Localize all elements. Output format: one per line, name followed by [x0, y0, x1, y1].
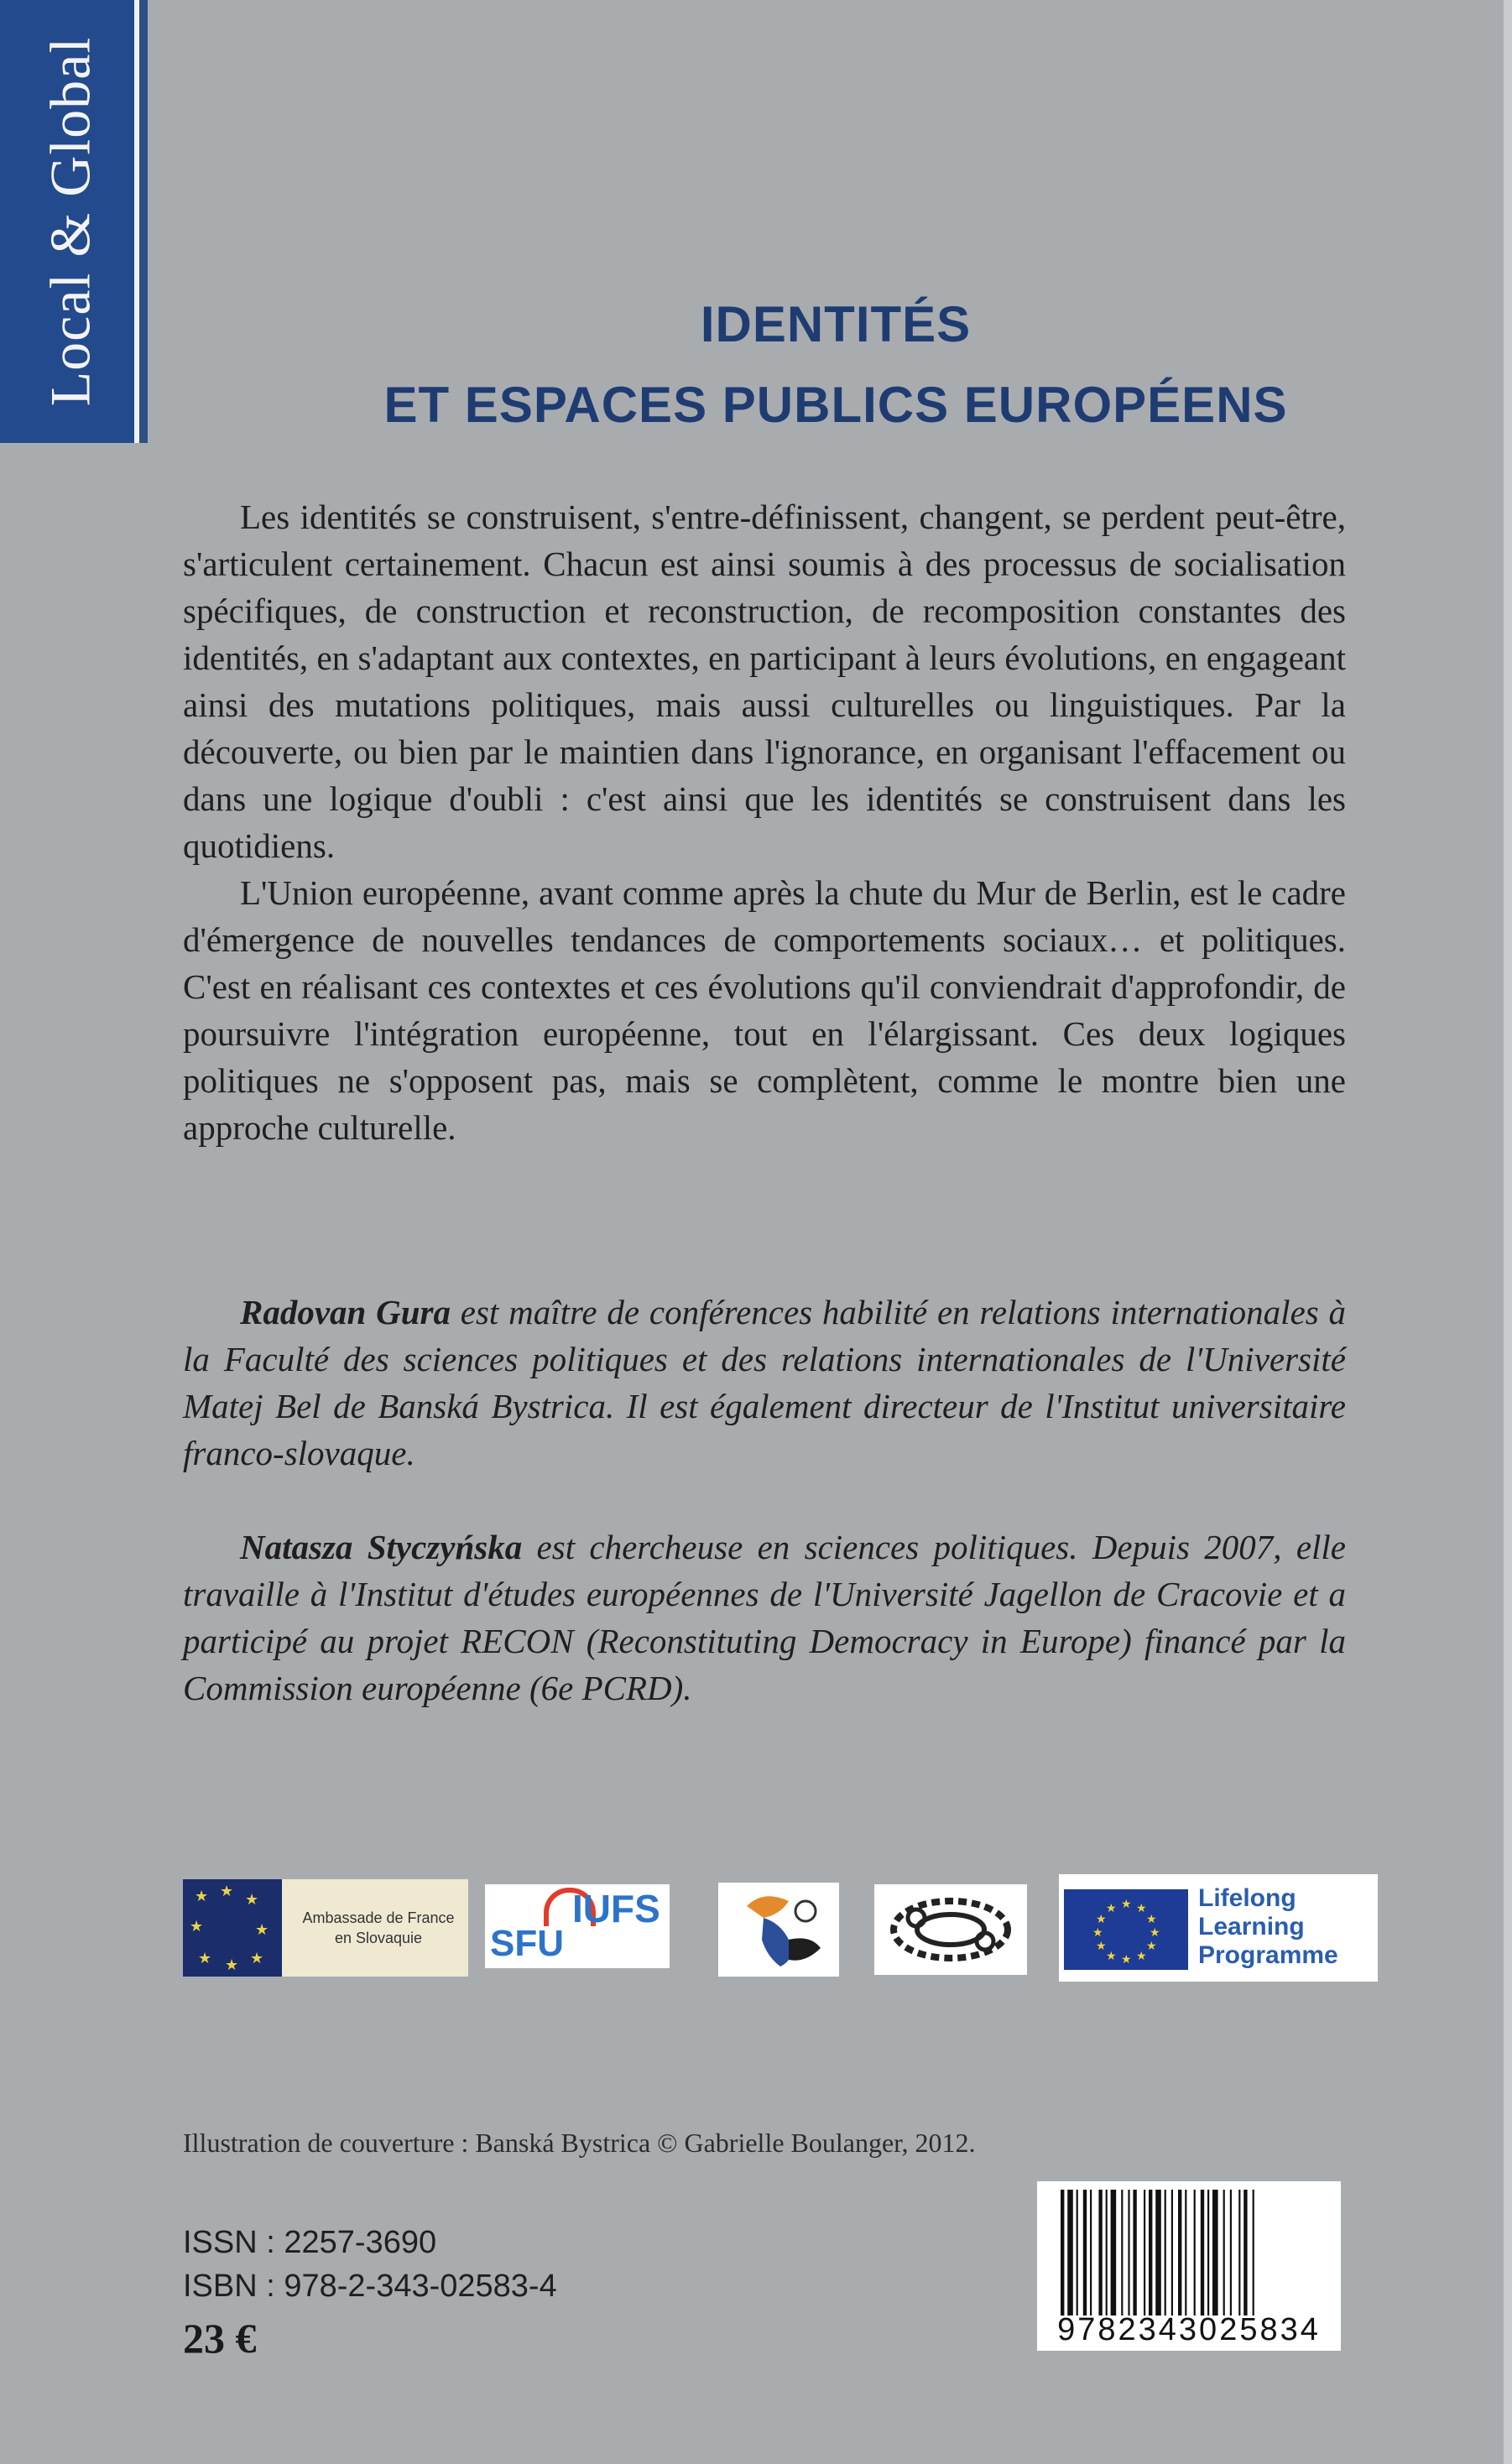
- svg-text:★: ★: [1092, 1926, 1103, 1940]
- barcode-bar: [1194, 2190, 1196, 2316]
- barcode-bar: [1128, 2190, 1129, 2316]
- llp-line-2: Learning: [1198, 1913, 1305, 1940]
- barcode-bar: [1098, 2190, 1102, 2316]
- page-edge: [1504, 0, 1512, 2464]
- barcode-bar: [1230, 2190, 1232, 2316]
- llp-text: [1198, 1884, 1338, 1970]
- svg-text:★: ★: [1150, 1926, 1160, 1940]
- barcode-bar: [1149, 2190, 1152, 2316]
- author-bio-text-1: est maître de conférences habilité en relations internationales à la Faculté des sciences politiques et des relations internationales de l'Université Matej Bel de Banská Bystrica. Il est également directeur de l'Institut universitaire franco-slovaque.: [183, 1293, 1346, 1472]
- barcode: [1037, 2181, 1341, 2351]
- cover-credit: Illustration de couverture : Banská Bystrica © Gabrielle Boulanger, 2012.: [183, 2128, 976, 2158]
- barcode-bar: [1223, 2190, 1225, 2316]
- author-name-2: Natasza Styczyńska: [240, 1528, 523, 1566]
- svg-text:★: ★: [1096, 1940, 1107, 1953]
- llp-line-3: Programme: [1198, 1941, 1338, 1969]
- svg-text:★: ★: [1121, 1953, 1132, 1967]
- institute-logo: [718, 1883, 839, 1977]
- barcode-bar: [1144, 2190, 1145, 2316]
- llp-line-1: Lifelong: [1198, 1884, 1296, 1912]
- book-title-line1: IDENTITÉS: [700, 296, 972, 352]
- eu-flag-icon: [1064, 1889, 1188, 1970]
- barcode-bar: [1201, 2190, 1204, 2316]
- barcode-bar: [1133, 2190, 1136, 2316]
- barcode-bar: [1171, 2190, 1173, 2316]
- barcode-bar: [1121, 2190, 1123, 2316]
- svg-text:★: ★: [1096, 1913, 1107, 1926]
- iufs-text: IUFS: [572, 1887, 660, 1930]
- sfu-text: SFU: [490, 1923, 564, 1964]
- author-name-1: Radovan Gura: [240, 1293, 451, 1331]
- barcode-bar: [1155, 2190, 1161, 2316]
- circular-seal-logo: [874, 1884, 1027, 1975]
- barcode-bar: [1090, 2190, 1092, 2316]
- eu-stars-icon: ★ ★ ★ ★ ★ ★ ★ ★: [183, 1879, 282, 1977]
- ambassade-logo-text: Ambassade de France en Slovaquie: [302, 1909, 455, 1946]
- barcode-bar: [1061, 2190, 1064, 2316]
- barcode-bar: [1243, 2190, 1247, 2316]
- barcode-bars: [1061, 2190, 1326, 2316]
- barcode-bar: [1083, 2190, 1087, 2316]
- barcode-bar: [1212, 2190, 1218, 2316]
- price: 23 €: [183, 2315, 257, 2362]
- author-bio-1: [183, 1289, 1346, 1477]
- sfu-iufs-logo: [485, 1884, 670, 1968]
- barcode-bar: [1077, 2190, 1078, 2316]
- barcode-bar: [1067, 2190, 1073, 2316]
- ambassade-logo: [183, 1879, 468, 1977]
- summary-paragraph-1: Les identités se construisent, s'entre-définissent, changent, se perdent peut-être, s'articulent certainement. Chacun est ainsi soumis à des processus de socialisation spécifiques, de construction et reconstruction, de recomposition constantes des identités, en s'adaptant aux contextes, en participant à leurs évolutions, en engageant ainsi des mutations politiques, mais aussi culturelles ou linguistiques. Par la découverte, ou bien par le maintien dans l'ignorance, en organisant l'effacement ou dans une logique d'oubli : c'est ainsi que les identités se construisent dans les quotidiens.: [183, 497, 1346, 865]
- barcode-bar: [1238, 2190, 1240, 2316]
- svg-text:★: ★: [1121, 1898, 1132, 1911]
- svg-text:★: ★: [1136, 1902, 1147, 1915]
- seal-icon: [874, 1884, 1027, 1975]
- figure-icon: [730, 1889, 827, 1970]
- barcode-bar: [1185, 2190, 1186, 2316]
- barcode-bar: [1165, 2190, 1166, 2316]
- summary-paragraph-2: L'Union européenne, avant comme après la chute du Mur de Berlin, est le cadre d'émergence de nouvelles tendances de comportements sociaux… et politiques. C'est en réalisant ces contextes et ces évolutions qu'il conviendrait d'approfondir, de poursuivre l'intégration européenne, tout en l'élargissant. Ces deux logiques politiques ne s'opposent pas, mais se complètent, comme le montre bien une approche culturelle.: [183, 873, 1346, 1147]
- svg-text:★: ★: [1106, 1902, 1117, 1915]
- barcode-bar: [1111, 2190, 1117, 2316]
- series-name: Local & Global: [38, 36, 102, 407]
- svg-text:★: ★: [1146, 1913, 1157, 1926]
- issn: ISSN : 2257-3690: [183, 2225, 437, 2260]
- author-bio-text-2: est chercheuse en sciences politiques. Depuis 2007, elle travaille à l'Institut d'études européennes de l'Université Jagellon de Cracovie et a participé au projet RECON (Reconstituting Democracy in Europe) financé par la Commission européenne (6e PCRD).: [183, 1528, 1346, 1707]
- barcode-bar: [1207, 2190, 1209, 2316]
- barcode-bar: [1253, 2190, 1254, 2316]
- lifelong-learning-logo: [1059, 1874, 1378, 1982]
- barcode-bar: [1178, 2190, 1181, 2316]
- svg-text:★: ★: [1106, 1950, 1117, 1963]
- author-bio-2: [183, 1524, 1346, 1711]
- summary-text: [183, 493, 1346, 1151]
- barcode-bar: [1106, 2190, 1108, 2316]
- svg-text:★: ★: [1136, 1950, 1147, 1963]
- svg-text:★: ★: [1146, 1940, 1157, 1953]
- book-title-line2: ET ESPACES PUBLICS EUROPÉENS: [383, 377, 1288, 433]
- barcode-number: 9782343025834: [1057, 2312, 1321, 2347]
- isbn: ISBN : 978-2-343-02583-4: [183, 2269, 557, 2304]
